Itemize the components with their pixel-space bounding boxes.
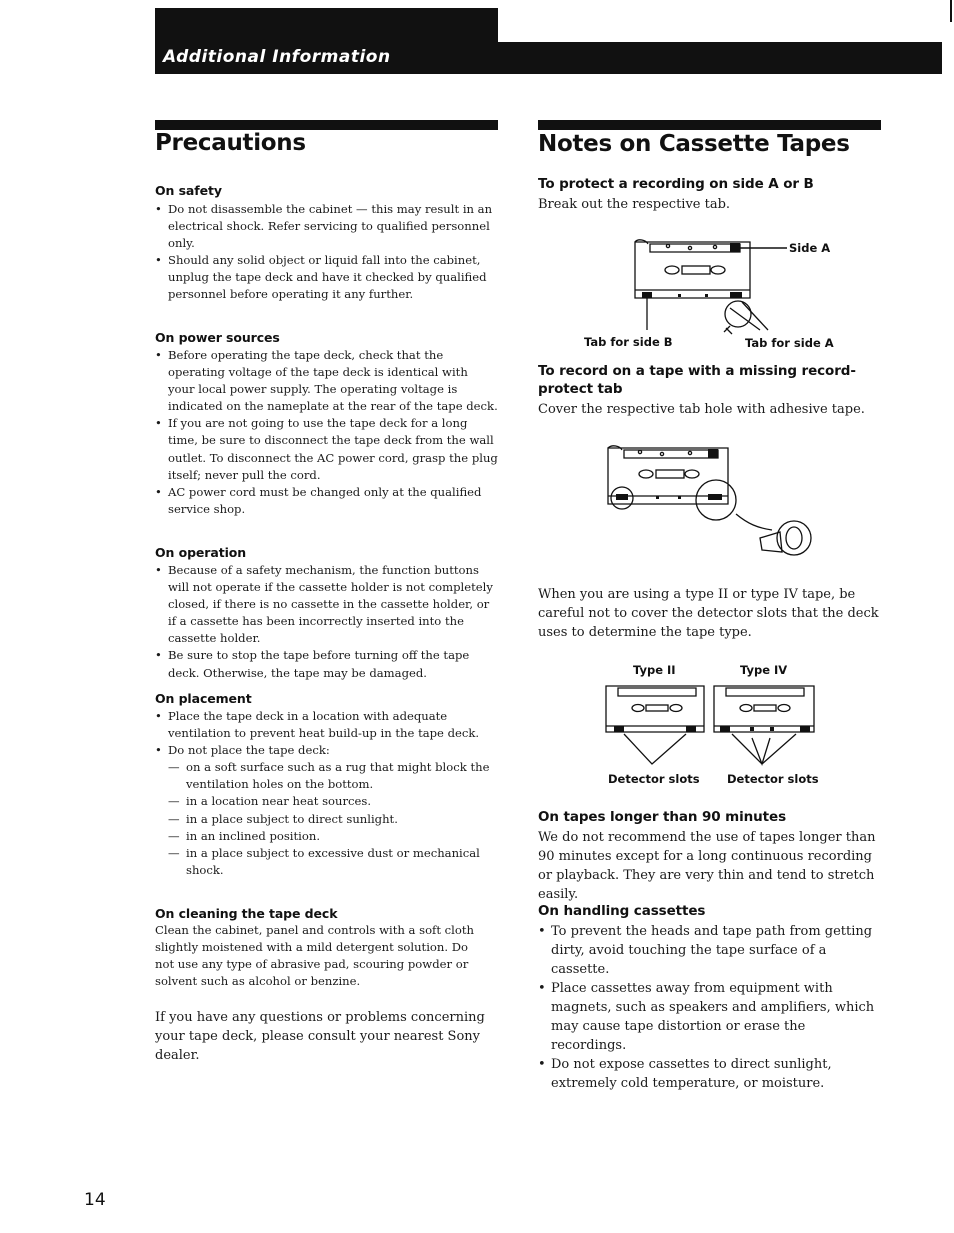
label-detector-slots-iv: Detector slots xyxy=(727,772,819,786)
detector-slots-figure xyxy=(600,680,820,772)
cleaning-text: Clean the cabinet, panel and controls with a soft cloth slightly moistened with a mild detergent solution. Do not use any type of abrasive pad, scouring powder or solvent such as alcohol or benzine. xyxy=(155,923,474,989)
longer-tapes-text: We do not recommend the use of tapes longer than 90 minutes except for a long continuous recording or playback. They are very thin and tend to stretch easily. xyxy=(538,830,876,902)
safety-list xyxy=(155,201,498,304)
list-item: • Should any solid object or liquid fall into the cabinet, unplug the tape deck and have it checked by qualified personnel before operating it any further. xyxy=(155,252,498,303)
placement-list xyxy=(155,708,498,879)
sublist-item: — in a place subject to excessive dust or mechanical shock. xyxy=(168,845,498,879)
list-item: • To prevent the heads and tape path from getting dirty, avoid touching the tape surface of a cassette. xyxy=(538,922,883,979)
sublist-item: — in a location near heat sources. xyxy=(168,793,498,810)
on-safety-heading: On safety xyxy=(155,183,222,198)
list-item: • Because of a safety mechanism, the function buttons will not operate if the cassette holder is not completely closed, if there is no cassette in the cassette holder, or if a cassette has been incorrectly inserted into the cassette holder. xyxy=(155,562,498,647)
closing-text: If you have any questions or problems concerning your tape deck, please consult your nearest Sony dealer. xyxy=(155,1010,485,1063)
protect-text: Break out the respective tab. xyxy=(538,197,731,212)
type-note-text: When you are using a type II or type IV tape, be careful not to cover the detector slots that the deck uses to determine the tape type. xyxy=(538,587,879,640)
list-item: • Place the tape deck in a location with adequate ventilation to prevent heat build-up in the tape deck. xyxy=(155,708,498,742)
label-type-iv: Type IV xyxy=(740,663,788,677)
list-item: • Before operating the tape deck, check that the operating voltage of the tape deck is identical with your local power supply. The operating voltage is indicated on the nameplate at the rear of the tape deck. xyxy=(155,347,498,415)
on-power-sources-heading: On power sources xyxy=(155,330,280,345)
handling-list xyxy=(538,922,883,1093)
page-number: 14 xyxy=(84,1190,106,1210)
list-item: • Do not disassemble the cabinet — this may result in an electrical shock. Refer servicing to qualified personnel only. xyxy=(155,201,498,252)
list-item: • AC power cord must be changed only at the qualified service shop. xyxy=(155,484,498,518)
list-item: • Place cassettes away from equipment with magnets, such as speakers and amplifiers, which may cause tape distortion or erase the recordings. xyxy=(538,979,883,1055)
record-heading: To record on a tape with a missing record-protect tab xyxy=(538,363,856,397)
sublist-item: — in a place subject to direct sunlight. xyxy=(168,811,498,828)
adhesive-tape-figure xyxy=(600,438,820,564)
list-item-text: Do not place the tape deck: xyxy=(168,743,330,758)
left-title-rule xyxy=(155,120,498,130)
label-type-ii: Type II xyxy=(633,663,676,677)
precautions-title: Precautions xyxy=(155,130,306,156)
list-item: • If you are not going to use the tape deck for a long time, be sure to disconnect the tape deck from the wall outlet. To disconnect the AC power cord, grasp the plug itself; never pull the cord. xyxy=(155,415,498,483)
on-operation-heading: On operation xyxy=(155,545,247,560)
longer-tapes-heading: On tapes longer than 90 minutes xyxy=(538,809,787,825)
label-side-a: Side A xyxy=(789,241,831,255)
list-item: • Do not expose cassettes to direct sunlight, extremely cold temperature, or moisture. xyxy=(538,1055,883,1093)
list-item xyxy=(155,742,498,879)
sublist-item: — on a soft surface such as a rug that might block the ventilation holes on the bottom. xyxy=(168,759,498,793)
list-item: • Be sure to stop the tape before turning off the tape deck. Otherwise, the tape may be damaged. xyxy=(155,647,498,681)
handling-heading: On handling cassettes xyxy=(538,903,706,919)
cassette-notes-title: Notes on Cassette Tapes xyxy=(538,131,850,157)
right-title-rule xyxy=(538,120,881,130)
label-tab-side-a: Tab for side A xyxy=(745,336,834,350)
protect-heading: To protect a recording on side A or B xyxy=(538,176,814,192)
section-header-title: Additional Information xyxy=(163,47,391,67)
power-list xyxy=(155,347,498,518)
on-cleaning-heading: On cleaning the tape deck xyxy=(155,906,338,921)
page-edge-mark xyxy=(950,0,952,22)
placement-sublist xyxy=(168,759,498,879)
label-detector-slots-ii: Detector slots xyxy=(608,772,700,786)
record-text: Cover the respective tab hole with adhesive tape. xyxy=(538,402,865,417)
label-tab-side-b: Tab for side B xyxy=(584,335,673,349)
sublist-item: — in an inclined position. xyxy=(168,828,498,845)
on-placement-heading: On placement xyxy=(155,691,252,706)
operation-list xyxy=(155,562,498,682)
